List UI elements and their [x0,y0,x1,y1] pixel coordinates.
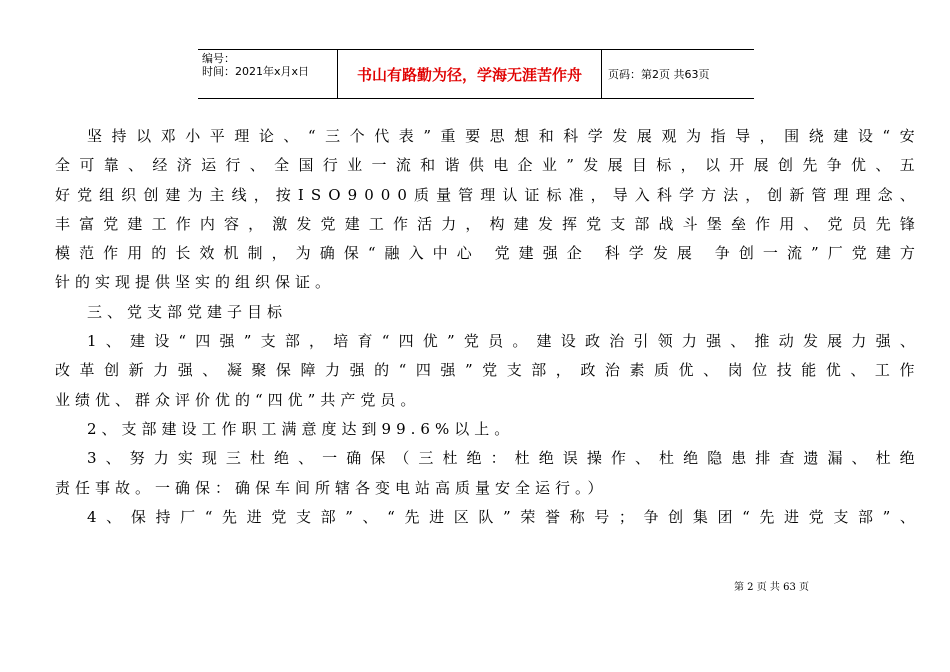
paragraph-line: 丰 富 党 建 工 作 内 容 ， 激 发 党 建 工 作 活 力 ， 构 建 发 挥 党 支 部 战 斗 堡 垒 作 用 、 党 员 先 锋 [55,214,915,233]
document-body [55,122,915,532]
document-header [198,49,754,99]
paragraph-line: 1 、 建 设 “ 四 强 ” 支 部 ， 培 育 “ 四 优 ” 党 员 。 建 设 政 治 引 领 力 强 、 推 动 发 展 力 强 、 [87,332,915,351]
paragraph-line: 4 、 保 持 厂 “ 先 进 党 支 部 ” 、 “ 先 进 区 队 ” 荣 誉 称 号 ； 争 创 集 团 “ 先 进 党 支 部 ” 、 [87,507,915,526]
paragraph-line: 模 范 作 用 的 长 效 机 制 ， 为 确 保 “ 融 入 中 心 党 建 强 企 科 学 发 展 争 创 一 流 ” 厂 党 建 方 [55,244,915,263]
page-footer: 第 2 页 共 63 页 [734,582,809,593]
header-meta [198,50,338,98]
time-label: 时间：2021年x月x日 [202,65,310,78]
paragraph-line: 好 党 组 织 创 建 为 主 线 ， 按 I S O 9 0 0 0 质 量 管 理 认 证 标 准 ， 导 入 科 学 方 法 ， 创 新 管 理 理 念 、 [55,185,915,204]
paragraph-line: 全 可 靠 、 经 济 运 行 、 全 国 行 业 一 流 和 谐 供 电 企 业 ” 发 展 目 标 ， 以 开 展 创 先 争 优 、 五 [55,156,915,175]
paragraph-line: 责任事故。一确保：确保车间所辖各变电站高质量安全运行。） [55,478,608,497]
paragraph-line: 业绩优、群众评价优的“四优”共产党员。 [55,390,421,409]
header-motto: 书山有路勤为径，学海无涯苦作舟 [338,50,602,98]
paragraph-line: 改 革 创 新 力 强 、 凝 聚 保 障 力 强 的 “ 四 强 ” 党 支 部 ， 政 治 素 质 优 、 岗 位 技 能 优 、 工 作 [55,361,915,380]
paragraph-line: 3 、 努 力 实 现 三 杜 绝 、 一 确 保 （ 三 杜 绝 ： 杜 绝 误 操 作 、 杜 绝 隐 患 排 查 遗 漏 、 杜 绝 [87,449,915,468]
paragraph-line: 针的实现提供坚实的组织保证。 [55,273,336,292]
header-page-number: 页码：第2页 共63页 [608,68,710,81]
section-heading: 三、党支部党建子目标 [87,302,288,321]
paragraph-line: 2、支部建设工作职工满意度达到99.6%以上。 [87,419,515,438]
paragraph-line: 坚 持 以 邓 小 平 理 论 、 “ 三 个 代 表 ” 重 要 思 想 和 科 学 发 展 观 为 指 导 ， 围 绕 建 设 “ 安 [87,127,915,145]
serial-number-label: 编号： [202,52,235,65]
